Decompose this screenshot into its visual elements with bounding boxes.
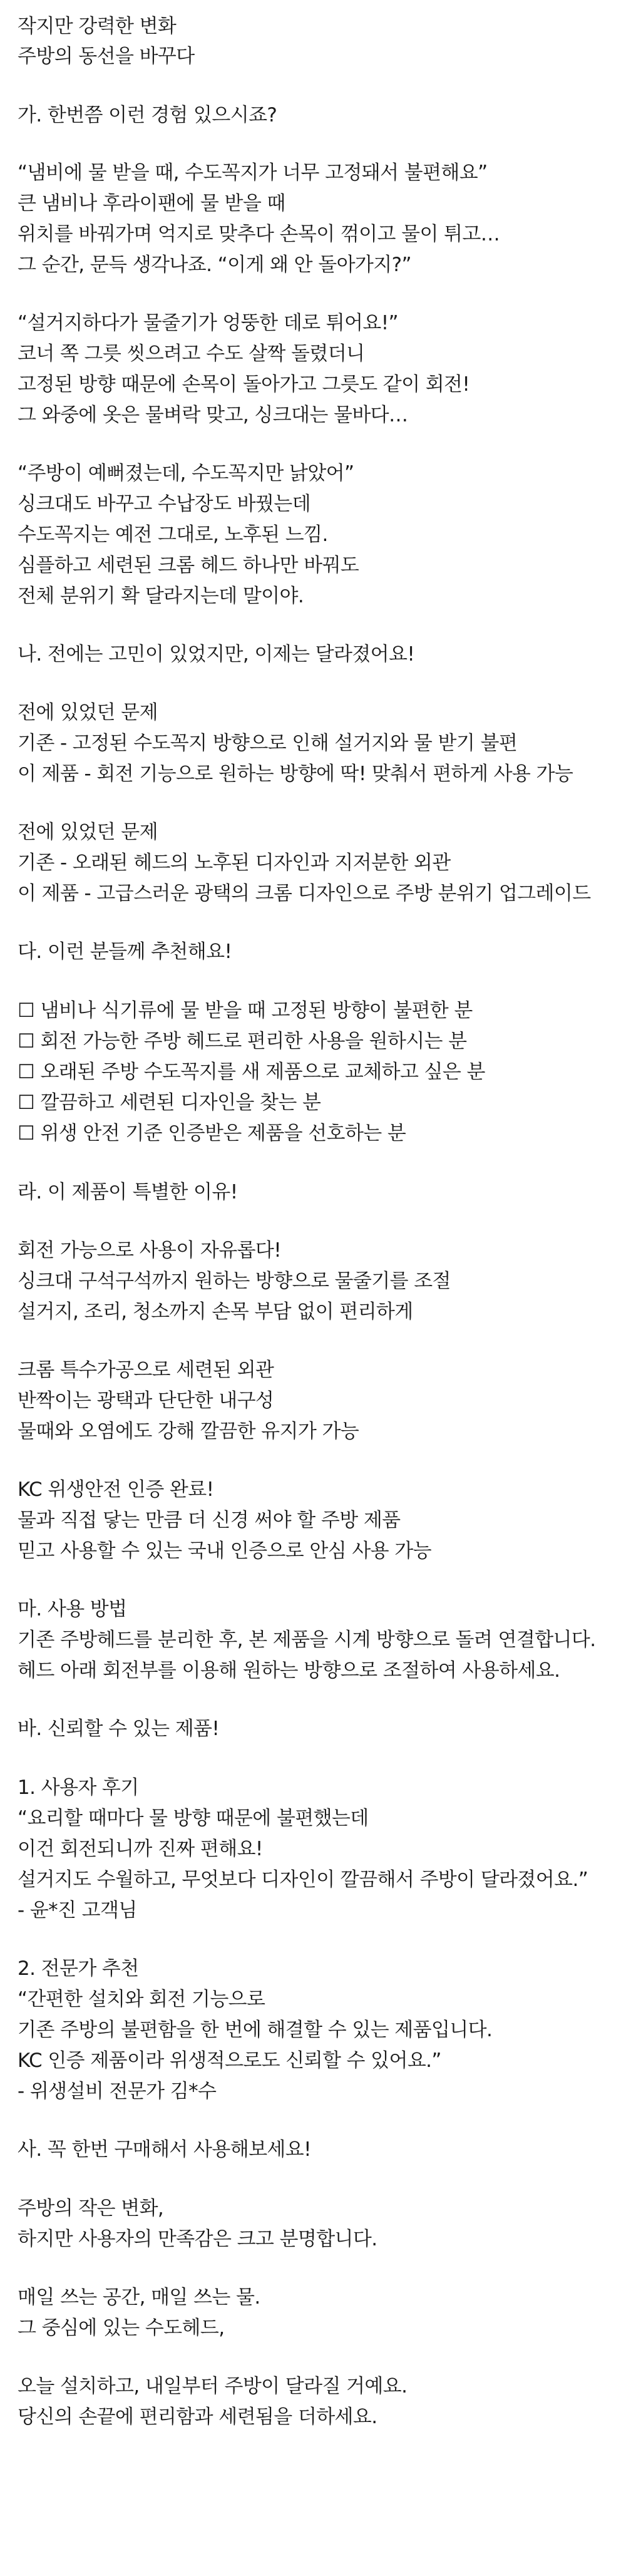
feature-heading: 회전 가능으로 사용이 자유롭다! [18, 1239, 282, 1262]
text-line: 이 제품 - 고급스러운 광택의 크롬 디자인으로 주방 분위기 업그레이드 [18, 882, 591, 905]
text-line: 그 와중에 옷은 물벼락 맞고, 싱크대는 물바다… [18, 404, 408, 426]
section-heading-na: 나. 전에는 고민이 있었지만, 이제는 달라졌어요! [18, 643, 415, 666]
closing-line: 주방의 작은 변화, [18, 2197, 164, 2220]
section-heading-ba: 바. 신뢰할 수 있는 제품! [18, 1718, 220, 1740]
closing-line: 하지만 사용자의 만족감은 크고 분명합니다. [18, 2228, 377, 2250]
problem-heading: 전에 있었던 문제 [18, 821, 158, 843]
text-line: 심플하고 세련된 크롬 헤드 하나만 바꿔도 [18, 554, 359, 577]
text-line: 기존 - 고정된 수도꼭지 방향으로 인해 설거지와 물 받기 불편 [18, 732, 518, 755]
review-author: - 윤*진 고객님 [18, 1899, 137, 1922]
text-line: 수도꼭지는 예전 그대로, 노후된 느낌. [18, 523, 328, 546]
quote-line: “주방이 예뻐졌는데, 수도꼭지만 낡았어” [18, 462, 354, 485]
expert-heading: 2. 전문가 추천 [18, 1957, 139, 1980]
quote-line: 설거지도 수월하고, 무엇보다 디자인이 깔끔해서 주방이 달라졌어요.” [18, 1868, 588, 1891]
section-heading-sa: 사. 꼭 한번 구매해서 사용해보세요! [18, 2138, 311, 2161]
text-line: 믿고 사용할 수 있는 국내 인증으로 안심 사용 가능 [18, 1540, 431, 1562]
text-line: 물때와 오염에도 강해 깔끔한 유지가 가능 [18, 1420, 359, 1443]
text-line: 기존 - 오래된 헤드의 노후된 디자인과 지저분한 외관 [18, 852, 451, 874]
quote-line: “설거지하다가 물줄기가 엉뚱한 데로 튀어요!” [18, 312, 398, 334]
quote-line: KC 인증 제품이라 위생적으로도 신뢰할 수 있어요.” [18, 2049, 441, 2072]
quote-line: “요리할 때마다 물 방향 때문에 불편했는데 [18, 1807, 369, 1830]
expert-author: - 위생설비 전문가 김*수 [18, 2080, 217, 2103]
text-line: 물과 직접 닿는 만큼 더 신경 써야 할 주방 제품 [18, 1509, 401, 1532]
closing-line: 그 중심에 있는 수도헤드, [18, 2317, 225, 2339]
text-line: 이 제품 - 회전 기능으로 원하는 방향에 딱! 맞춰서 편하게 사용 가능 [18, 763, 573, 785]
review-heading: 1. 사용자 후기 [18, 1776, 139, 1799]
quote-line: 기존 주방의 불편함을 한 번에 해결할 수 있는 제품입니다. [18, 2019, 493, 2041]
text-line: 큰 냄비나 후라이팬에 물 받을 때 [18, 192, 285, 215]
closing-line: 오늘 설치하고, 내일부터 주방이 달라질 거예요. [18, 2375, 408, 2398]
text-line: 전체 분위기 확 달라지는데 말이야. [18, 585, 304, 607]
quote-line: “간편한 설치와 회전 기능으로 [18, 1988, 265, 2011]
checklist-item: ☐ 위생 안전 기준 인증받은 제품을 선호하는 분 [18, 1122, 406, 1145]
document-subtitle: 주방의 동선을 바꾸다 [18, 45, 195, 68]
section-heading-ma: 마. 사용 방법 [18, 1598, 127, 1620]
text-line: 설거지, 조리, 청소까지 손목 부담 없이 편리하게 [18, 1301, 413, 1323]
text-line: 그 순간, 문득 생각나죠. “이게 왜 안 돌아가지?” [18, 254, 411, 276]
text-line: 고정된 방향 때문에 손목이 돌아가고 그릇도 같이 회전! [18, 373, 470, 396]
closing-line: 매일 쓰는 공간, 매일 쓰는 물. [18, 2286, 260, 2309]
quote-line: 이건 회전되니까 진짜 편해요! [18, 1838, 263, 1860]
checklist-item: ☐ 냄비나 식기류에 물 받을 때 고정된 방향이 불편한 분 [18, 999, 473, 1022]
text-line: 반짝이는 광택과 단단한 내구성 [18, 1389, 274, 1412]
section-heading-ra: 라. 이 제품이 특별한 이유! [18, 1181, 238, 1203]
section-heading-da: 다. 이런 분들께 추천해요! [18, 940, 232, 963]
quote-line: “냄비에 물 받을 때, 수도꼭지가 너무 고정돼서 불편해요” [18, 162, 488, 184]
text-line: 싱크대도 바꾸고 수납장도 바꿨는데 [18, 493, 310, 515]
problem-heading: 전에 있었던 문제 [18, 701, 158, 724]
checklist-item: ☐ 오래된 주방 수도꼭지를 새 제품으로 교체하고 싶은 분 [18, 1061, 485, 1083]
closing-line: 당신의 손끝에 편리함과 세련됨을 더하세요. [18, 2406, 377, 2428]
text-line: 싱크대 구석구석까지 원하는 방향으로 물줄기를 조절 [18, 1270, 451, 1292]
text-line: 코너 쪽 그릇 씻으려고 수도 살짝 돌렸더니 [18, 343, 365, 365]
text-line: 위치를 바꿔가며 억지로 맞추다 손목이 꺾이고 물이 튀고… [18, 223, 500, 245]
document-title: 작지만 강력한 변화 [18, 15, 177, 38]
feature-heading: 크롬 특수가공으로 세련된 외관 [18, 1359, 274, 1381]
text-line: 기존 주방헤드를 분리한 후, 본 제품을 시계 방향으로 돌려 연결합니다. [18, 1629, 596, 1651]
checklist-item: ☐ 회전 가능한 주방 헤드로 편리한 사용을 원하시는 분 [18, 1030, 467, 1053]
section-heading-ga: 가. 한번쯤 이런 경험 있으시죠? [18, 104, 277, 126]
checklist-item: ☐ 깔끔하고 세련된 디자인을 찾는 분 [18, 1091, 321, 1114]
feature-heading: KC 위생안전 인증 완료! [18, 1478, 214, 1501]
text-line: 헤드 아래 회전부를 이용해 원하는 방향으로 조절하여 사용하세요. [18, 1659, 560, 1682]
